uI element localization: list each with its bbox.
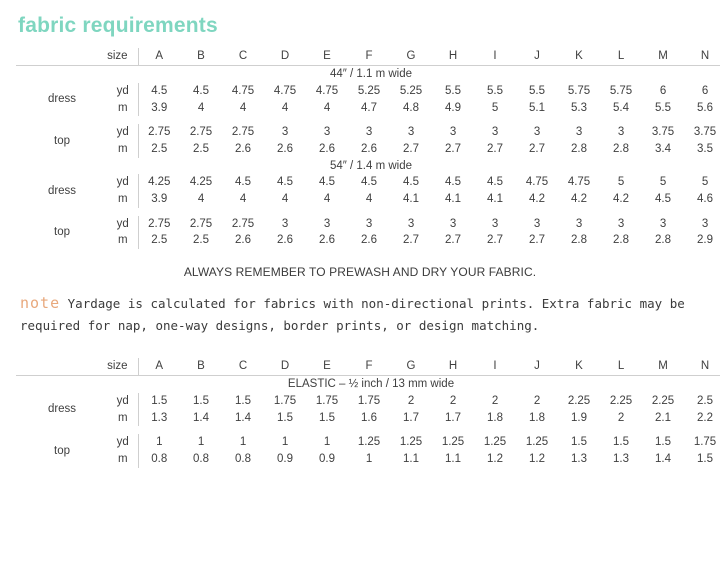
cell: 3 <box>449 126 457 139</box>
cell: 1.7 <box>403 411 420 424</box>
cell: 5 <box>701 176 709 189</box>
size-col-C: C <box>238 360 248 373</box>
note-label: note <box>20 293 61 312</box>
cell: 1 <box>365 453 373 466</box>
cell: 2.5 <box>138 232 180 249</box>
cell: 1.5 <box>613 436 630 449</box>
cell: 1.75 <box>693 436 717 449</box>
cell: 3 <box>407 126 415 139</box>
cell: 3 <box>491 217 499 230</box>
row-gap <box>16 208 720 216</box>
cell: 4.5 <box>655 192 672 205</box>
cell: 2.5 <box>193 234 210 247</box>
unit-m: m <box>117 234 128 247</box>
cell: 2.8 <box>613 142 630 155</box>
cell: 3.9 <box>138 191 180 208</box>
table-row <box>16 124 720 141</box>
size-col-H: H <box>448 50 458 62</box>
cell: 4.25 <box>138 174 180 191</box>
size-col-H: H <box>448 360 458 373</box>
cell: 0.9 <box>319 453 336 466</box>
row-gap <box>16 116 720 124</box>
cell: 3.5 <box>697 142 714 155</box>
table-row <box>16 216 720 233</box>
cell: 2.8 <box>571 234 588 247</box>
unit-yd: yd <box>116 395 129 408</box>
cell: 0.9 <box>277 453 294 466</box>
cell: 4.75 <box>273 84 297 97</box>
row-label-top-54: top <box>54 225 70 238</box>
table-row <box>16 174 720 191</box>
section-heading-elastic-label: ELASTIC – ½ inch / 13 mm wide <box>287 378 455 391</box>
cell: 1.3 <box>571 453 588 466</box>
size-col-L: L <box>617 50 625 62</box>
cell: 1.5 <box>235 395 252 408</box>
table-row <box>16 83 720 100</box>
cell: 4.5 <box>445 176 462 189</box>
size-col-D: D <box>280 360 290 373</box>
cell: 1.75 <box>357 395 381 408</box>
cell: 2.6 <box>277 234 294 247</box>
cell: 3 <box>533 126 541 139</box>
cell: 2.9 <box>697 234 714 247</box>
unit-m: m <box>117 142 128 155</box>
fabric-header-row <box>16 48 720 65</box>
cell: 4.2 <box>613 192 630 205</box>
size-header: size <box>107 360 128 373</box>
cell: 1.1 <box>403 453 420 466</box>
cell: 2 <box>449 395 457 408</box>
cell: 2.6 <box>235 142 252 155</box>
note-text: Yardage is calculated for fabrics with non-directional prints. Extra fabric may be required for nap, one-way designs, border prints, or design matching. <box>20 295 685 333</box>
size-col-N: N <box>700 360 710 373</box>
cell: 4.5 <box>138 83 180 100</box>
fabric-requirements-table <box>16 48 720 249</box>
cell: 2.6 <box>319 142 336 155</box>
cell: 5.1 <box>529 101 546 114</box>
cell: 4.9 <box>445 101 462 114</box>
size-header: size <box>107 50 128 62</box>
cell: 1.3 <box>138 410 180 427</box>
row-label-dress-54: dress <box>47 184 77 197</box>
cell: 1 <box>197 436 205 449</box>
cell: 1.1 <box>445 453 462 466</box>
cell: 4.1 <box>403 192 420 205</box>
cell: 2.7 <box>487 142 504 155</box>
size-col-E: E <box>323 50 331 62</box>
cell: 3 <box>701 217 709 230</box>
cell: 2.8 <box>613 234 630 247</box>
cell: 5.75 <box>609 84 633 97</box>
cell: 4.2 <box>529 192 546 205</box>
unit-m: m <box>117 101 128 114</box>
cell: 2.75 <box>138 216 180 233</box>
size-col-K: K <box>575 360 583 373</box>
cell: 5.5 <box>487 84 504 97</box>
cell: 2.7 <box>529 142 546 155</box>
cell: 2 <box>491 395 499 408</box>
cell: 2.6 <box>361 234 378 247</box>
unit-m: m <box>117 453 128 466</box>
cell: 2 <box>617 411 625 424</box>
size-col-D: D <box>280 50 290 62</box>
cell: 1.5 <box>138 393 180 410</box>
cell: 4.75 <box>525 176 549 189</box>
table-row <box>16 434 720 451</box>
cell: 4 <box>197 192 205 205</box>
size-col-A: A <box>138 48 180 65</box>
cell: 5.25 <box>357 84 381 97</box>
cell: 1.4 <box>235 411 252 424</box>
cell: 1.4 <box>193 411 210 424</box>
size-col-M: M <box>658 360 668 373</box>
cell: 3 <box>365 217 373 230</box>
cell: 4.5 <box>319 176 336 189</box>
row-label-top-elastic: top <box>54 444 70 457</box>
cell: 3 <box>617 217 625 230</box>
cell: 3.9 <box>138 100 180 117</box>
cell: 3 <box>533 217 541 230</box>
size-col-E: E <box>323 360 331 373</box>
cell: 1.2 <box>487 453 504 466</box>
table-row <box>16 451 720 468</box>
size-col-L: L <box>617 360 625 373</box>
section-gap <box>16 336 704 358</box>
cell: 1.5 <box>571 436 588 449</box>
cell: 3.4 <box>655 142 672 155</box>
cell: 4.8 <box>403 101 420 114</box>
size-col-J: J <box>534 360 540 373</box>
cell: 4.5 <box>361 176 378 189</box>
cell: 2.6 <box>361 142 378 155</box>
cell: 2.8 <box>571 142 588 155</box>
cell: 5 <box>659 176 667 189</box>
cell: 1.5 <box>193 395 210 408</box>
cell: 1.5 <box>277 411 294 424</box>
cell: 1.5 <box>697 453 714 466</box>
table-row <box>16 393 720 410</box>
cell: 2.5 <box>193 142 210 155</box>
cell: 3 <box>617 126 625 139</box>
cell: 5.4 <box>613 101 630 114</box>
unit-yd: yd <box>116 217 129 230</box>
size-col-J: J <box>534 50 540 62</box>
cell: 6 <box>701 84 709 97</box>
cell: 4.5 <box>403 176 420 189</box>
size-col-C: C <box>238 50 248 62</box>
cell: 3.75 <box>693 126 717 139</box>
cell: 4.5 <box>487 176 504 189</box>
size-col-G: G <box>406 50 416 62</box>
cell: 1.25 <box>441 436 465 449</box>
cell: 1.75 <box>273 395 297 408</box>
cell: 4 <box>323 192 331 205</box>
cell: 3 <box>407 217 415 230</box>
cell: 4 <box>239 192 247 205</box>
cell: 4.7 <box>361 101 378 114</box>
cell: 1.25 <box>357 436 381 449</box>
cell: 1.9 <box>571 411 588 424</box>
cell: 1.4 <box>655 453 672 466</box>
cell: 1.25 <box>483 436 507 449</box>
cell: 2.2 <box>697 411 714 424</box>
cell: 1.2 <box>529 453 546 466</box>
cell: 1.6 <box>361 411 378 424</box>
cell: 3 <box>281 126 289 139</box>
section-heading-44-label: 44″ / 1.1 m wide <box>329 68 413 81</box>
size-col-F: F <box>365 50 373 62</box>
cell: 3 <box>575 217 583 230</box>
cell: 2.5 <box>138 141 180 158</box>
cell: 0.8 <box>138 451 180 468</box>
cell: 5.75 <box>567 84 591 97</box>
cell: 1.5 <box>655 436 672 449</box>
size-col-G: G <box>406 360 416 373</box>
table-row <box>16 100 720 117</box>
cell: 5.5 <box>445 84 462 97</box>
unit-yd: yd <box>116 126 129 139</box>
size-col-M: M <box>658 50 668 62</box>
section-heading-elastic <box>16 376 720 393</box>
cell: 1 <box>138 434 180 451</box>
cell: 4.6 <box>697 192 714 205</box>
cell: 5.3 <box>571 101 588 114</box>
cell: 4 <box>239 101 247 114</box>
cell: 3 <box>323 126 331 139</box>
unit-yd: yd <box>116 84 129 97</box>
cell: 2.1 <box>655 411 672 424</box>
cell: 3 <box>659 217 667 230</box>
section-heading-54-label: 54″ / 1.4 m wide <box>329 159 413 172</box>
cell: 3 <box>323 217 331 230</box>
elastic-requirements-table <box>16 358 720 468</box>
cell: 4.5 <box>235 176 252 189</box>
table-row <box>16 191 720 208</box>
cell: 4.5 <box>193 84 210 97</box>
cell: 5 <box>491 101 499 114</box>
cell: 2.8 <box>655 234 672 247</box>
cell: 3 <box>365 126 373 139</box>
cell: 5.25 <box>399 84 423 97</box>
cell: 3 <box>449 217 457 230</box>
cell: 2.25 <box>567 395 591 408</box>
size-col-F: F <box>365 360 373 373</box>
cell: 4 <box>281 192 289 205</box>
cell: 2.7 <box>445 142 462 155</box>
cell: 2.75 <box>189 126 213 139</box>
size-col-I: I <box>493 360 497 373</box>
prewash-note: ALWAYS REMEMBER TO PREWASH AND DRY YOUR FABRIC. <box>183 264 537 279</box>
cell: 1.7 <box>445 411 462 424</box>
table-row <box>16 410 720 427</box>
cell: 1.25 <box>399 436 423 449</box>
cell: 4.2 <box>571 192 588 205</box>
cell: 2.7 <box>403 142 420 155</box>
cell: 2.7 <box>403 234 420 247</box>
cell: 2.5 <box>697 395 714 408</box>
cell: 3 <box>281 217 289 230</box>
cell: 4 <box>197 101 205 114</box>
cell: 1.5 <box>319 411 336 424</box>
cell: 3 <box>491 126 499 139</box>
unit-yd: yd <box>116 436 129 449</box>
cell: 2.75 <box>138 124 180 141</box>
row-label-dress-elastic: dress <box>47 403 77 416</box>
section-heading-54 <box>16 158 720 175</box>
cell: 4.75 <box>315 84 339 97</box>
cell: 3 <box>575 126 583 139</box>
cell: 4.75 <box>567 176 591 189</box>
row-gap <box>16 426 720 434</box>
cell: 0.8 <box>235 453 252 466</box>
page-title: fabric requirements <box>18 14 218 37</box>
table-row <box>16 141 720 158</box>
cell: 2.75 <box>189 217 213 230</box>
cell: 1.25 <box>525 436 549 449</box>
cell: 2.75 <box>231 126 255 139</box>
cell: 1 <box>323 436 331 449</box>
cell: 2.75 <box>231 217 255 230</box>
cell: 2.25 <box>651 395 675 408</box>
cell: 4.75 <box>231 84 255 97</box>
cell: 4 <box>365 192 373 205</box>
cell: 2.6 <box>235 234 252 247</box>
size-col-A: A <box>138 358 180 375</box>
cell: 5.5 <box>655 101 672 114</box>
cell: 2.7 <box>487 234 504 247</box>
cell: 4.5 <box>277 176 294 189</box>
cell: 0.8 <box>193 453 210 466</box>
cell: 4 <box>323 101 331 114</box>
cell: 4.1 <box>445 192 462 205</box>
size-col-K: K <box>575 50 583 62</box>
row-label-dress-44: dress <box>47 93 77 106</box>
cell: 1.3 <box>613 453 630 466</box>
size-col-I: I <box>493 50 497 62</box>
cell: 1.75 <box>315 395 339 408</box>
cell: 4.25 <box>189 176 213 189</box>
elastic-header-row <box>16 358 720 375</box>
section-heading-44 <box>16 66 720 83</box>
size-col-B: B <box>197 360 205 373</box>
cell: 4 <box>281 101 289 114</box>
unit-yd: yd <box>116 176 129 189</box>
unit-m: m <box>117 192 128 205</box>
cell: 4.1 <box>487 192 504 205</box>
cell: 2.25 <box>609 395 633 408</box>
cell: 5.5 <box>529 84 546 97</box>
cell: 2.7 <box>445 234 462 247</box>
cell: 2.7 <box>529 234 546 247</box>
yardage-note <box>16 291 704 336</box>
table-row <box>16 232 720 249</box>
cell: 1 <box>239 436 247 449</box>
cell: 5 <box>617 176 625 189</box>
size-col-B: B <box>197 50 205 62</box>
cell: 5.6 <box>697 101 714 114</box>
cell: 6 <box>659 84 667 97</box>
cell: 2.6 <box>319 234 336 247</box>
cell: 1.8 <box>529 411 546 424</box>
cell: 2.6 <box>277 142 294 155</box>
cell: 1.8 <box>487 411 504 424</box>
cell: 2 <box>407 395 415 408</box>
cell: 2 <box>533 395 541 408</box>
size-col-N: N <box>700 50 710 62</box>
row-label-top-44: top <box>54 134 70 147</box>
unit-m: m <box>117 411 128 424</box>
cell: 1 <box>281 436 289 449</box>
cell: 3.75 <box>651 126 675 139</box>
